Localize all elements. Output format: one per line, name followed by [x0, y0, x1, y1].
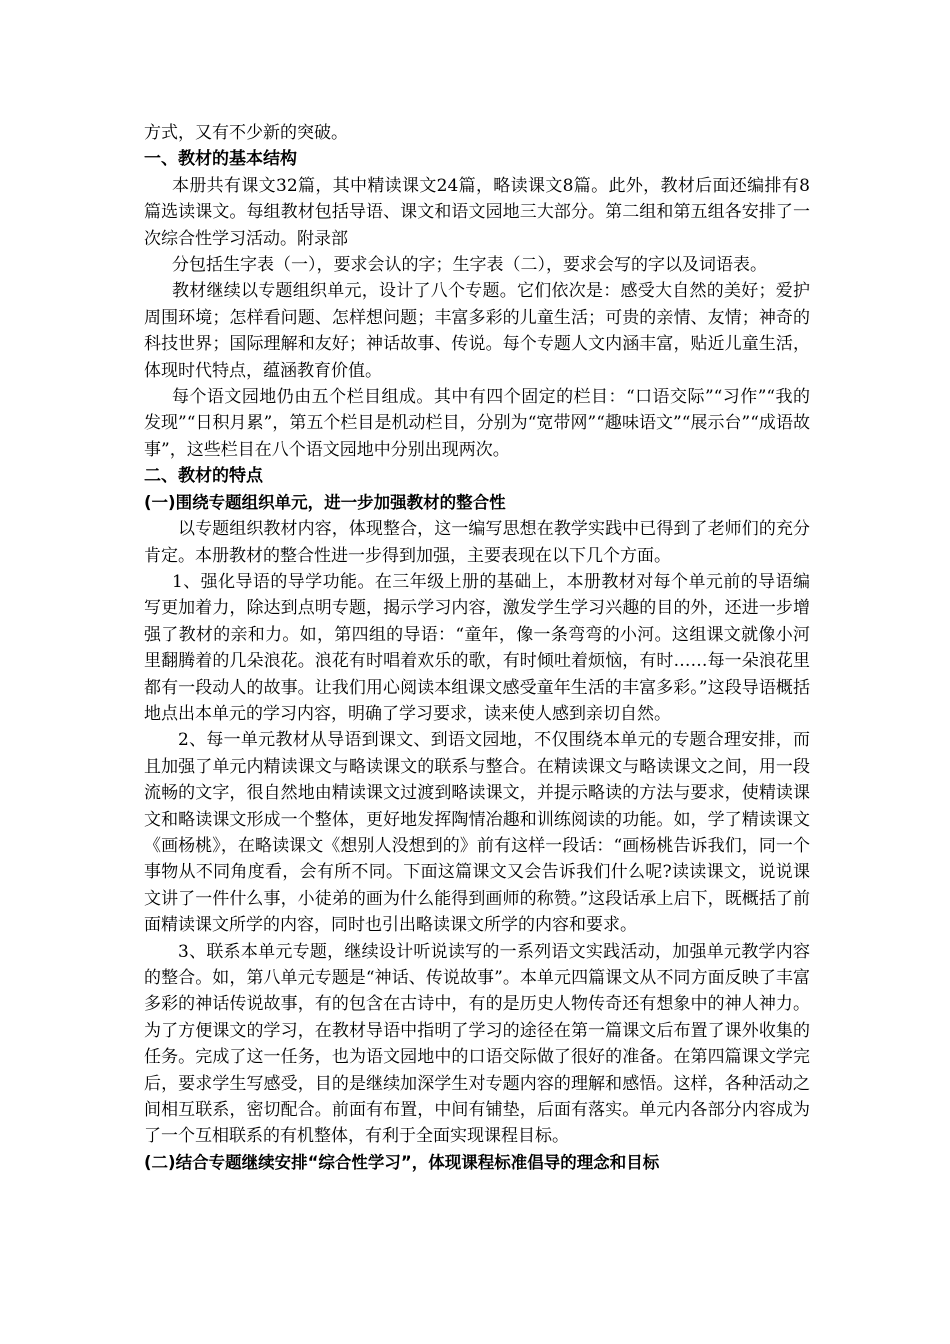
section-heading-features: 二、教材的特点 [144, 466, 263, 487]
paragraph: 分包括生字表（一），要求会认的字；生字表（二），要求会写的字以及词语表。 [172, 255, 767, 276]
paragraph: 1、强化导语的导学功能。在三年级上册的基础上，本册教材对每个单元前的导语编写更加着力，除达到点明专题，揭示学习内容，激发学生学习兴趣的目的外，还进一步增强了教材的亲和力。如，第四组的导语：“童年，像一条弯弯的小河。这组课文就像小河里翻腾着的几朵浪花。浪花有时唱着欢乐的歌，有时倾吐着烦恼，有时……每一朵浪花里都有一段动人的故事。让我们用心阅读本组课文感受童年生活的丰富多彩。”这段导语概括地点出本单元的学习内容，明确了学习要求，读来使人感到亲切自然。 [144, 571, 810, 724]
subsection-heading-2: (二)结合专题继续安排“综合性学习”，体现课程标准倡导的理念和目标 [144, 1152, 660, 1172]
intro-tail: 方式，又有不少新的突破。 [144, 123, 348, 143]
paragraph: 本册共有课文32篇，其中精读课文24篇，略读课文8篇。此外，教材后面还编排有8篇选读课文。每组教材包括导语、课文和语文园地三大部分。第二组和第五组各安排了一次综合性学习活动。附录部 [144, 175, 810, 249]
paragraph: 每个语文园地仍由五个栏目组成。其中有四个固定的栏目：“口语交际”“习作”“我的发现”“日积月累”，第五个栏目是机动栏目，分别为“宽带网”“趣味语文”“展示台”“成语故事”，这些栏目在八个语文园地中分别出现两次。 [144, 387, 810, 460]
section-heading-structure: 一、教材的基本结构 [144, 149, 297, 170]
paragraph: 以专题组织教材内容，体现整合，这一编写思想在教学实践中已得到了老师们的充分肯定。本册教材的整合性进一步得到加强，主要表现在以下几个方面。 [144, 519, 810, 566]
paragraph: 教材继续以专题组织单元，设计了八个专题。它们依次是：感受大自然的美好；爱护周围环境；怎样看问题、怎样想问题；丰富多彩的儿童生活；可贵的亲情、友情；神奇的科技世界；国际理解和友好；神话故事、传说。每个专题人文内涵丰富，贴近儿童生活，体现时代特点，蕴涵教育价值。 [144, 281, 810, 381]
document-page [144, 120, 810, 1176]
subsection-heading-1: (一)围绕专题组织单元，进一步加强教材的整合性 [144, 492, 506, 512]
paragraph: 2、每一单元教材从导语到课文、到语文园地，不仅围绕本单元的专题合理安排，而且加强了单元内精读课文与略读课文的联系与整合。在精读课文与略读课文之间，用一段流畅的文字，很自然地由精读课文过渡到略读课文，并提示略读的方法与要求，使精读课文和略读课文形成一个整体，更好地发挥陶情冶趣和训练阅读的功能。如，学了精读课文《画杨桃》，在略读课文《想别人没想到的》前有这样一段话：“画杨桃告诉我们，同一个事物从不同角度看，会有所不同。下面这篇课文又会告诉我们什么呢?读读课文，说说课文讲了一件什么事，小徒弟的画为什么能得到画师的称赞。”这段话承上启下，既概括了前面精读课文所学的内容，同时也引出略读课文所学的内容和要求。 [144, 730, 810, 936]
paragraph: 3、联系本单元专题，继续设计听说读写的一系列语文实践活动，加强单元教学内容的整合。如，第八单元专题是“神话、传说故事”。本单元四篇课文从不同方面反映了丰富多彩的神话传说故事，有的包含在古诗中，有的是历史人物传奇还有想象中的神人神力。为了方便课文的学习，在教材导语中指明了学习的途径在第一篇课文后布置了课外收集的任务。完成了这一任务，也为语文园地中的口语交际做了很好的准备。在第四篇课文学完后，要求学生写感受，目的是继续加深学生对专题内容的理解和感悟。这样，各种活动之间相互联系，密切配合。前面有布置，中间有铺垫，后面有落实。单元内各部分内容成为了一个互相联系的有机整体，有利于全面实现课程目标。 [144, 941, 810, 1147]
